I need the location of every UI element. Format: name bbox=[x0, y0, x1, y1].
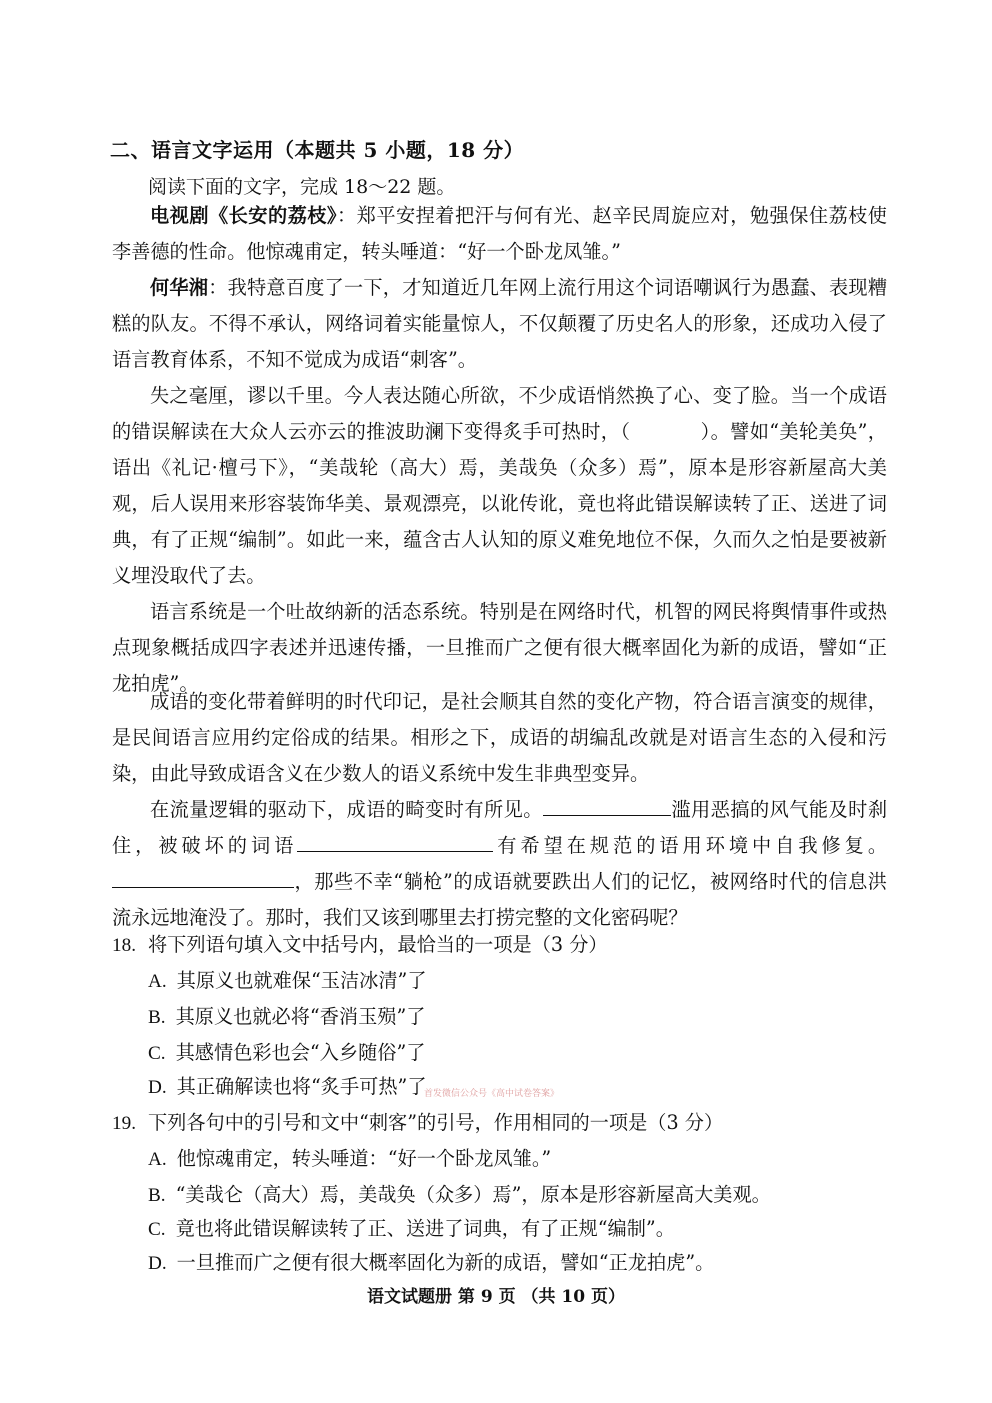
question-number: 18. bbox=[112, 935, 136, 956]
question-19-option-d[interactable] bbox=[148, 1248, 714, 1275]
question-18-option-c[interactable] bbox=[148, 1038, 425, 1065]
paragraph-text: ）。譬如“美轮美奂”，语出《礼记·檀弓下》，“美哉轮（高大）焉，美哉奂（众多）焉”，原本是形容新屋高大美观，后人误用来形容装饰华美、景观漂亮，以讹传讹，竟也将此错误解读转了正、送进了词典，有了正规“编制”。如此一来，蕴含古人认知的原义难免地位不保，久而久之怕是要被新义埋没取代了去。 bbox=[112, 420, 887, 587]
option-text: 竟也将此错误解读转了正、送进了词典，有了正规“编制”。 bbox=[175, 1217, 675, 1240]
question-19 bbox=[112, 1108, 723, 1135]
passage-paragraph-5 bbox=[112, 684, 887, 792]
section-instruction: 阅读下面的文字，完成 18～22 题。 bbox=[148, 176, 456, 198]
question-stem: 下列各句中的引号和文中“刺客”的引号，作用相同的一项是（3 分） bbox=[148, 1111, 724, 1134]
fill-blank-2[interactable] bbox=[297, 831, 493, 852]
page-footer: 语文试题册 第 9 页 （共 10 页） bbox=[367, 1287, 625, 1307]
paragraph-text: 语言系统是一个吐故纳新的活态系统。特别是在网络时代，机智的网民将舆情事件或热点现象概括成四字表述并迅速传播，一旦推而广之便有很大概率固化为新的成语，譬如“正龙拍虎”。 bbox=[112, 600, 887, 695]
paragraph-text: 在流量逻辑的驱动下，成语的畸变时有所见。 bbox=[150, 798, 543, 821]
option-text: 其原义也就必将“香消玉殒”了 bbox=[175, 1005, 426, 1028]
option-letter: A. bbox=[148, 1149, 167, 1170]
question-number: 19. bbox=[112, 1113, 136, 1134]
question-18-option-d[interactable] bbox=[148, 1072, 427, 1099]
paragraph-text: 有希望在规范的语用环境中自我修复。 bbox=[493, 834, 888, 857]
paragraph-text: ：郑平安捏着把汗与何有光、赵辛民周旋应对，勉强保住荔枝使李善德的性命。他惊魂甫定，转头唾道：“好一个卧龙凤雏。” bbox=[112, 204, 887, 263]
question-19-option-b[interactable] bbox=[148, 1180, 771, 1207]
option-letter: B. bbox=[148, 1185, 166, 1206]
paragraph-text: 失之毫厘，谬以千里。今人表达随心所欲，不少成语悄然换了心、变了脸。当一个成语的错误解读在大众人云亦云的推波助澜下变得炙手可热时，（ bbox=[112, 384, 887, 443]
paragraph-text: ，那些不幸“躺枪”的成语就要跌出人们的记忆，被网络时代的信息洪流永远地淹没了。那时，我们又该到哪里去打捞完整的文化密码呢？ bbox=[112, 870, 887, 929]
option-letter: D. bbox=[148, 1253, 167, 1274]
option-letter: D. bbox=[148, 1077, 167, 1098]
question-18-option-a[interactable] bbox=[148, 966, 427, 993]
paragraph-text: 成语的变化带着鲜明的时代印记，是社会顺其自然的变化产物，符合语言演变的规律，是民间语言应用约定俗成的结果。相形之下，成语的胡编乱改就是对语言生态的入侵和污染，由此导致成语含义在少数人的语义系统中发生非典型变异。 bbox=[112, 690, 887, 785]
passage-paragraph-2 bbox=[112, 270, 887, 378]
option-letter: C. bbox=[148, 1219, 166, 1240]
option-text: 他惊魂甫定，转头唾道：“好一个卧龙凤雏。” bbox=[176, 1147, 552, 1170]
passage-paragraph-1 bbox=[112, 198, 887, 270]
fill-blank-3[interactable] bbox=[112, 867, 294, 888]
option-text: 其正确解读也将“炙手可热”了 bbox=[176, 1075, 427, 1098]
question-19-option-a[interactable] bbox=[148, 1144, 551, 1171]
section-title: 二、语言文字运用（本题共 5 小题，18 分） bbox=[110, 138, 525, 162]
option-letter: A. bbox=[148, 971, 167, 992]
speaker-label: 电视剧《长安的荔枝》 bbox=[150, 204, 337, 227]
paragraph-text: 滥用恶搞的风气能及时刹住，被破坏的词语 bbox=[112, 798, 888, 857]
option-letter: B. bbox=[148, 1007, 166, 1028]
option-letter: C. bbox=[148, 1043, 166, 1064]
question-18 bbox=[112, 930, 608, 957]
option-text: 一旦推而广之便有很大概率固化为新的成语，譬如“正龙拍虎”。 bbox=[176, 1251, 715, 1274]
fill-blank-1[interactable] bbox=[543, 795, 671, 816]
option-text: 其原义也就难保“玉洁冰清”了 bbox=[176, 969, 427, 992]
speaker-label: 何华湘 bbox=[150, 276, 209, 299]
passage-paragraph-6 bbox=[112, 792, 887, 936]
option-text: “美哉仑（高大）焉，美哉奂（众多）焉”，原本是形容新屋高大美观。 bbox=[175, 1183, 771, 1206]
option-text: 其感情色彩也会“入乡随俗”了 bbox=[175, 1041, 426, 1064]
passage-paragraph-3 bbox=[112, 378, 887, 594]
paragraph-text: ：我特意百度了一下，才知道近几年网上流行用这个词语嘲讽行为愚蠢、表现糟糕的队友。不得不承认，网络词着实能量惊人，不仅颠覆了历史名人的形象，还成功入侵了语言教育体系，不知不觉成为成语“刺客”。 bbox=[112, 276, 888, 371]
question-19-option-c[interactable] bbox=[148, 1214, 675, 1241]
watermark-text: 首发微信公众号《高中试卷答案》 bbox=[424, 1089, 560, 1099]
question-18-option-b[interactable] bbox=[148, 1002, 425, 1029]
question-stem: 将下列语句填入文中括号内，最恰当的一项是（3 分） bbox=[148, 933, 608, 956]
